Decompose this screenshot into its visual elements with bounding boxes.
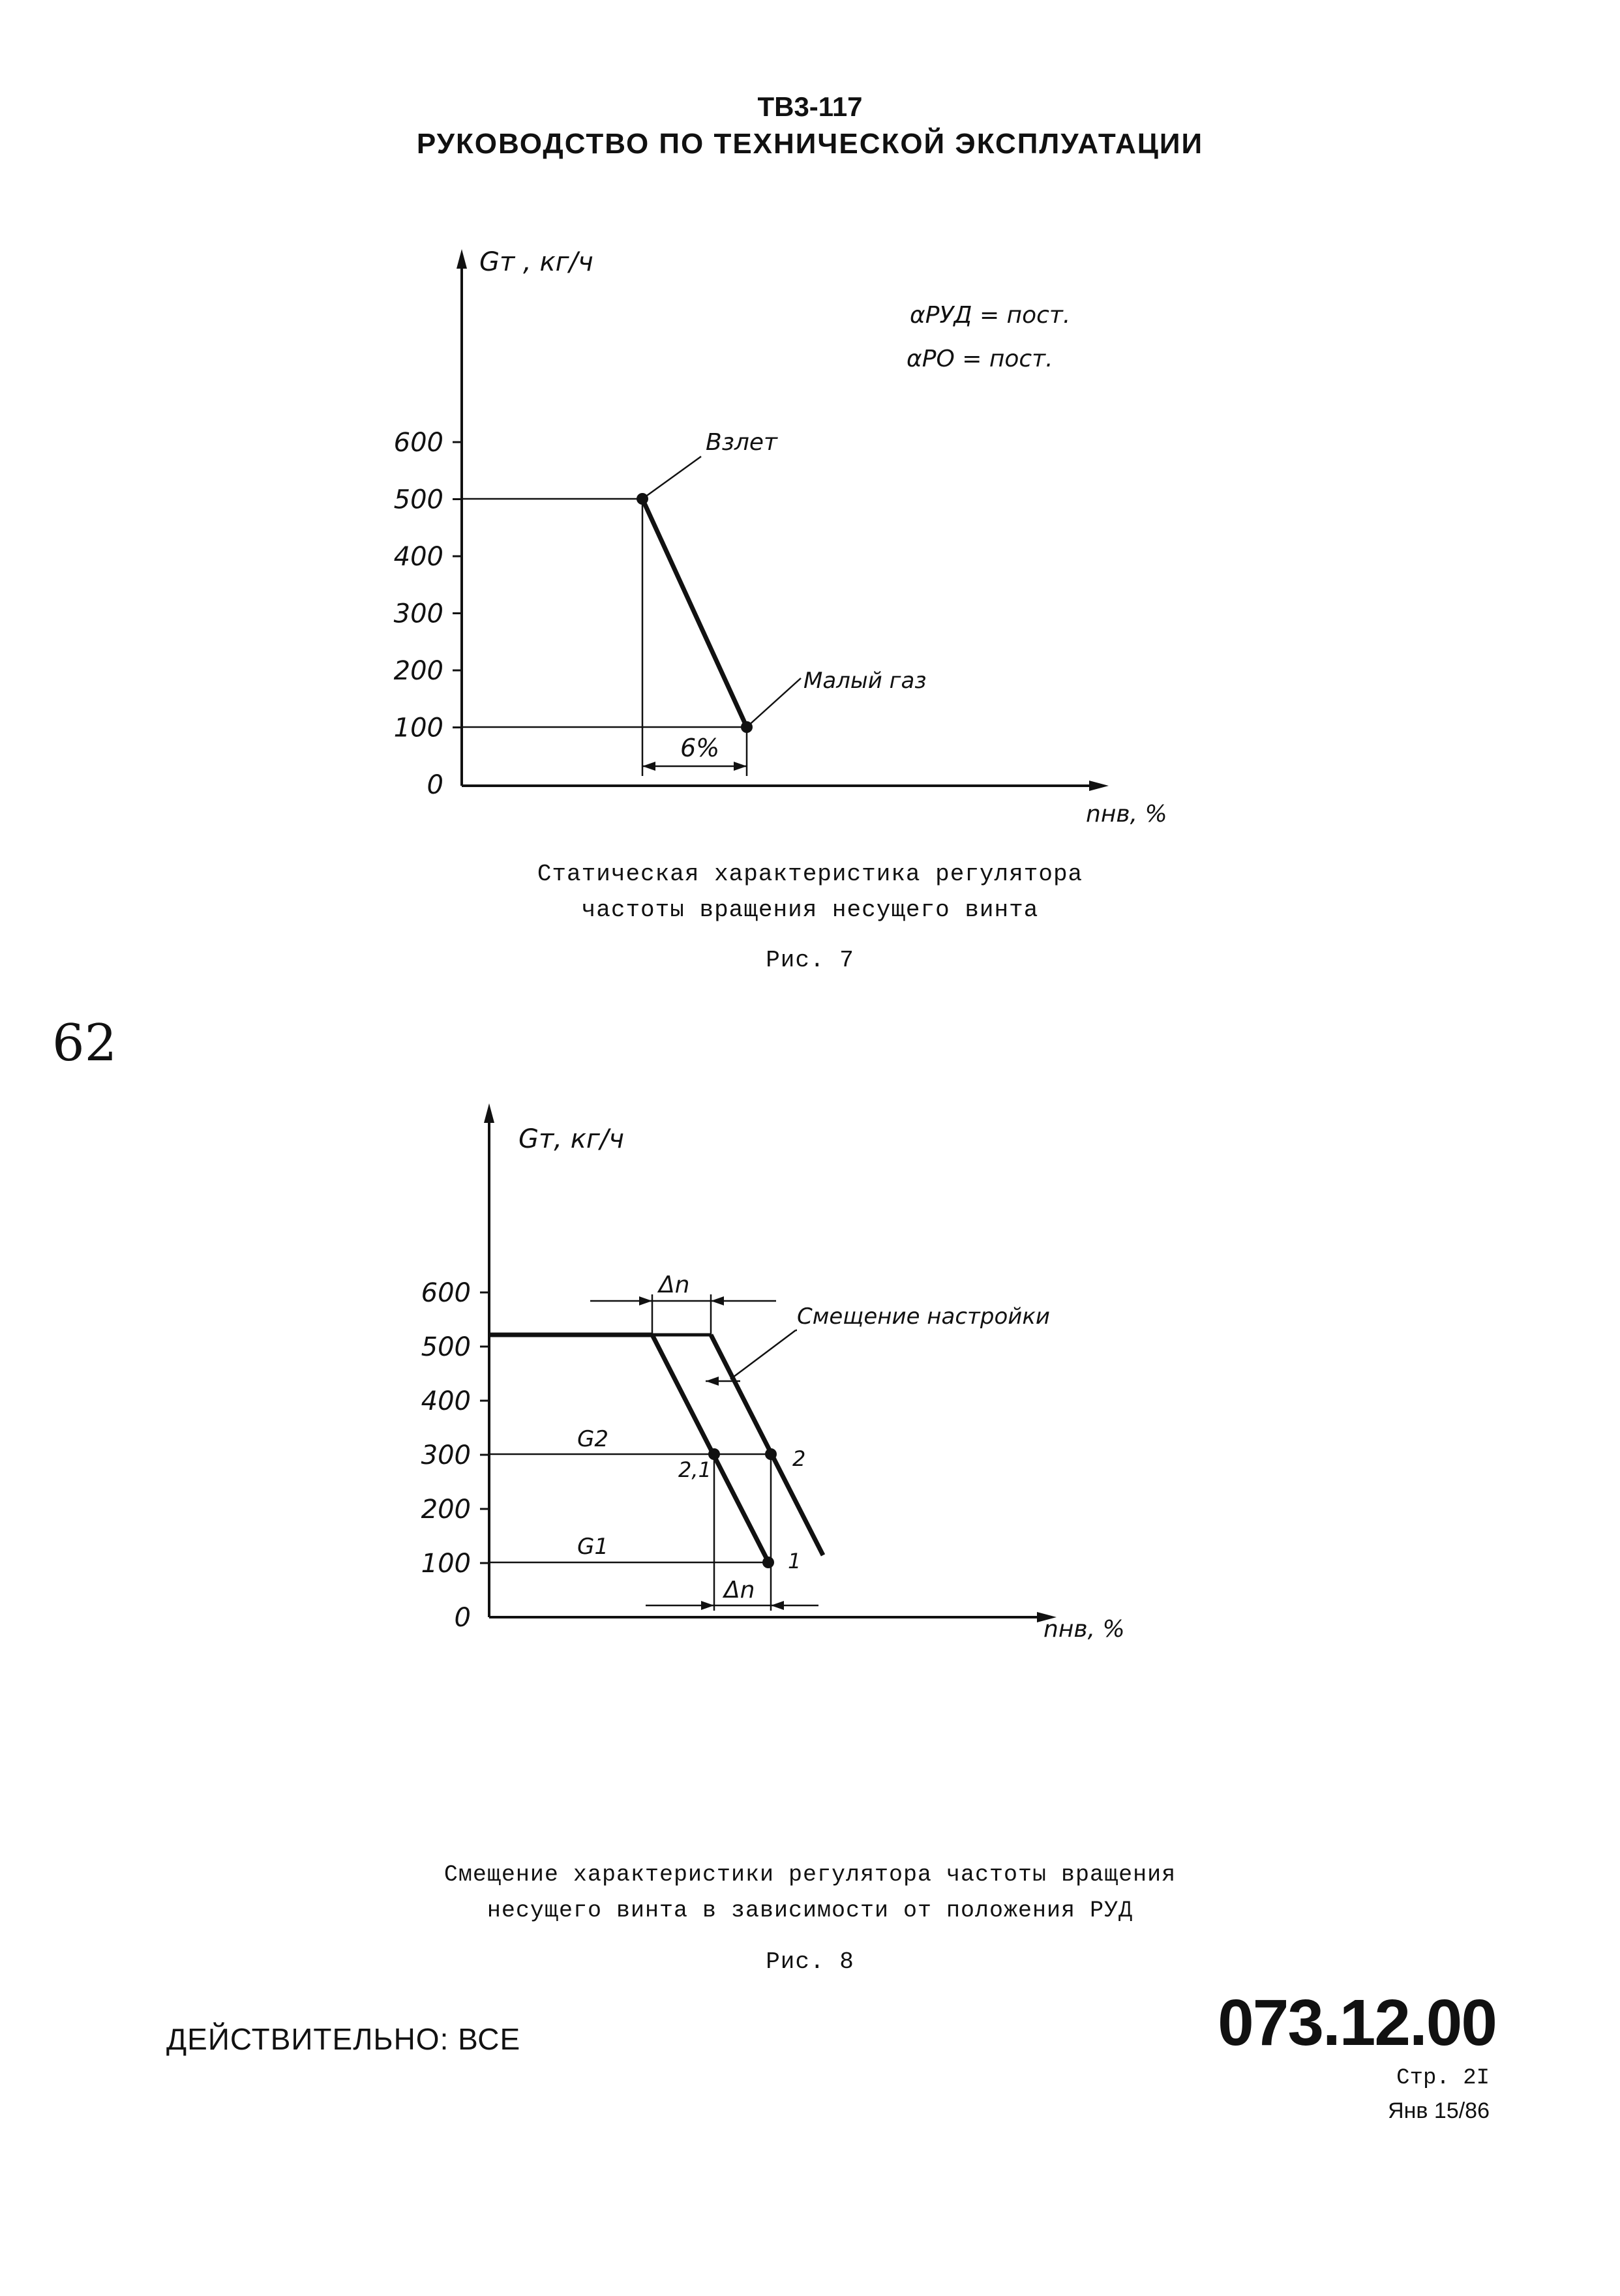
fig7-caption-line1: Статическая характеристика регулятора	[537, 861, 1083, 887]
fig8-dn-bottom-label: Δn	[724, 1577, 755, 1603]
fig8-point-1	[762, 1557, 774, 1568]
fig7-y-label: Gт , кг/ч	[479, 247, 593, 277]
doc-title: РУКОВОДСТВО ПО ТЕХНИЧЕСКОЙ ЭКСПЛУАТАЦИИ	[416, 128, 1204, 160]
fig8-y-arrow	[484, 1103, 494, 1123]
fig8-ytick-label: 400	[421, 1386, 471, 1416]
fig8-ytick-label: 300	[421, 1440, 471, 1470]
fig7-cond2: αРО = пост.	[907, 346, 1053, 372]
fig8-ytick-label: 500	[421, 1332, 471, 1362]
doc-model: ТВ3-117	[757, 91, 863, 122]
fig7-ticks	[453, 442, 462, 728]
fig8-g2-label: G2	[577, 1426, 608, 1452]
fig8-ytick-labels	[421, 1278, 471, 1633]
fig8-y-label: Gт, кг/ч	[518, 1124, 625, 1154]
fig8-ytick-label: 600	[421, 1278, 471, 1308]
doc-number: 073.12.00	[1218, 1986, 1496, 2059]
fig8-dn-top-label: Δn	[659, 1272, 690, 1298]
fig8-caption-number: Рис. 8	[766, 1948, 854, 1975]
fig8-pt2-label: 2	[792, 1446, 806, 1471]
fig8-g1-label: G1	[577, 1534, 608, 1560]
fig7-delta-label: 6%	[680, 734, 720, 762]
fig8-caption-line1: Смещение характеристики регулятора частоты вращения	[443, 1862, 1177, 1888]
fig8-shift-arrowhead	[706, 1377, 719, 1386]
fig8-ytick-label: 100	[421, 1549, 471, 1579]
fig7-characteristic	[642, 499, 747, 727]
fig7-ytick-labels	[394, 428, 443, 800]
fig8-shift-leader	[730, 1330, 796, 1379]
fig8-dn-bottom-arrow-right	[771, 1601, 784, 1610]
fig8-point-2	[765, 1448, 777, 1460]
fig7-label-takeoff: Взлет	[706, 429, 777, 456]
fig8-characteristic-2	[711, 1335, 823, 1555]
fig7-leader-idle	[747, 678, 801, 727]
fig7-ytick-label: 300	[393, 599, 443, 629]
fig7-caption-number: Рис. 7	[766, 947, 854, 974]
fig7-ytick-label: 0	[427, 770, 443, 800]
fig7-cond1: αРУД = пост.	[910, 302, 1071, 329]
fig8-pt21-label: 2,1	[678, 1457, 712, 1482]
revision-date: Янв 15/86	[1388, 2098, 1490, 2123]
fig8-ticks	[480, 1292, 489, 1563]
fig8-characteristic-1	[652, 1335, 768, 1562]
fig8-dn-top-arrow-left	[639, 1296, 652, 1305]
fig7-label-idle: Малый газ	[803, 668, 927, 694]
validity-note: ДЕЙСТВИТЕЛЬНО: ВСЕ	[166, 2022, 521, 2056]
fig8-dn-bottom-arrow-left	[701, 1601, 714, 1610]
fig7-x-arrow	[1089, 781, 1109, 791]
fig7-ytick-label: 100	[393, 713, 443, 743]
fig7-caption-line2: частоты вращения несущего винта	[581, 897, 1039, 923]
margin-note: 62	[52, 1014, 117, 1073]
fig8-pt1-label: 1	[788, 1549, 802, 1573]
fig7-dim-arrow-left	[642, 762, 655, 771]
fig8-ytick-label: 0	[454, 1603, 471, 1633]
fig7-chart	[0, 0, 1620, 978]
page-number: Стр. 2I	[1396, 2066, 1490, 2091]
fig8-caption-line2: несущего винта в зависимости от положения РУД	[487, 1898, 1133, 1924]
fig7-ytick-label: 600	[393, 428, 443, 458]
fig7-x-label: nнв, %	[1086, 801, 1167, 827]
fig7-dim-arrow-right	[734, 762, 747, 771]
fig8-x-label: nнв, %	[1043, 1616, 1125, 1643]
fig8-dn-top-arrow-right	[711, 1296, 724, 1305]
fig8-chart	[0, 978, 1620, 1695]
fig8-shift-label: Смещение настройки	[797, 1304, 1050, 1330]
fig8-ytick-label: 200	[421, 1495, 471, 1525]
fig7-ytick-label: 200	[393, 656, 443, 686]
fig7-ytick-label: 400	[393, 542, 443, 572]
fig7-ytick-label: 500	[393, 485, 443, 515]
fig7-y-arrow	[457, 249, 467, 269]
fig7-leader-takeoff	[642, 456, 701, 499]
